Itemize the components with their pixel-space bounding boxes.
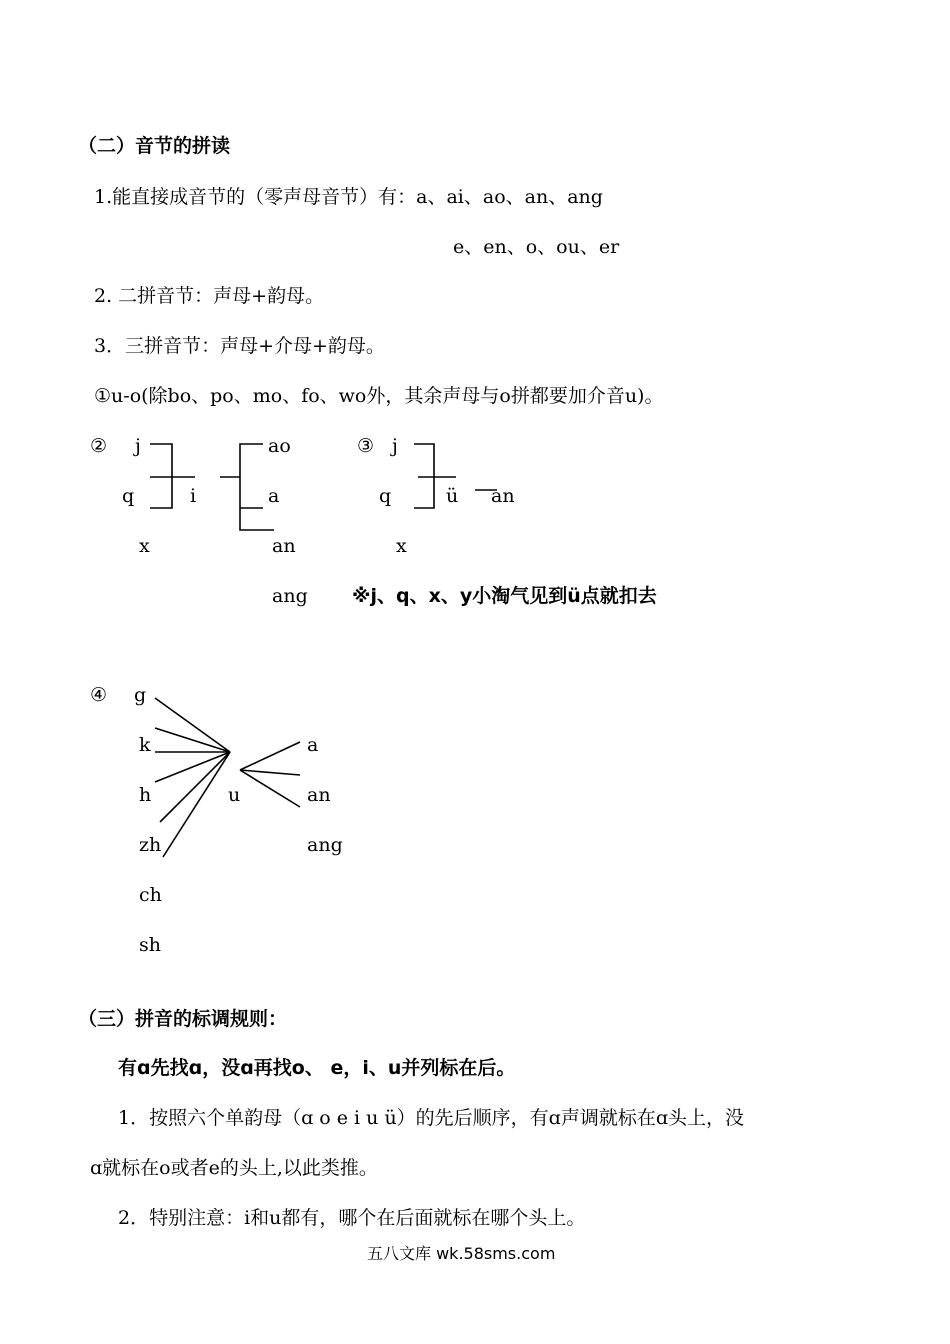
diagram4-line-k [155,728,230,752]
diagram4-final: an [307,784,331,806]
diagram4-line-h [155,752,230,782]
section-heading: （二）音节的拼读 [78,135,231,157]
diagram4-final: ang [307,834,343,856]
diagram4-initial: zh [139,834,162,856]
paragraph-three-part: 3．三拼音节：声母+介母+韵母。 [94,335,385,357]
tone-rule-1: 1．按照六个单韵母（ɑ o e i u ü）的先后顺序，有ɑ声调就标在ɑ头上，没 [118,1107,745,1129]
diagram2-initial: x [139,535,150,557]
diagram2-number: ② [90,435,108,457]
footer-watermark: 五八文库 wk.58sms.com [367,1244,556,1263]
diagram4-line-g [155,698,230,752]
diagram3-final: an [491,485,515,507]
diagram2-final: ao [268,435,291,457]
diagram2-finals-bracket [240,444,274,530]
diagram4-line-zh [160,752,230,822]
rule-u-o: ①u-o(除bo、po、mo、fo、wo外，其余声母与o拼都要加介音u)。 [94,385,664,407]
paragraph-zero-initial: 1.能直接成音节的（零声母音节）有：a、ai、ao、an、ang [94,186,603,208]
diagram4-final: a [307,734,319,756]
diagram2-final: a [268,485,280,507]
paragraph-two-part: 2. 二拼音节：声母+韵母。 [94,285,325,307]
diagram4-initial: h [139,784,152,806]
diagram4-line-ang [240,770,300,807]
diagram2-final: ang [272,585,308,607]
tone-rule-1-cont: ɑ就标在o或者e的头上,以此类推。 [90,1157,378,1179]
section-heading: （三）拼音的标调规则： [78,1008,288,1030]
tone-rhyme: 有ɑ先找ɑ，没ɑ再找o、 e，i、u并列标在后。 [118,1057,516,1079]
diagram4-initial: ch [139,884,162,906]
diagram3-initials-bracket [414,444,434,508]
diagram4-initial: k [139,734,151,756]
diagram2-medial: i [190,485,197,507]
diagram2-initials-bracket [150,444,172,508]
diagram4-line-ch [163,752,230,857]
diagram3-medial: ü [446,485,459,507]
diagram4-initial: g [134,684,147,706]
diagram3-initial: x [396,535,407,557]
diagram4-number: ④ [90,684,108,706]
paragraph-zero-initial-cont: e、en、o、ou、er [453,236,620,258]
diagram2-initial: j [135,435,141,457]
diagram4-line-a [240,742,300,770]
mnemonic-note: ※j、q、x、y小淘气见到ü点就扣去 [352,585,657,607]
diagram4-initial: sh [139,934,161,956]
diagram3-initial: q [379,485,392,507]
diagram4-line-an [240,770,300,775]
diagram3-number: ③ [357,435,375,457]
tone-rule-2: 2．特别注意：i和u都有，哪个在后面就标在哪个头上。 [118,1207,586,1229]
diagram2-initial: q [122,485,135,507]
diagram4-medial: u [228,784,241,806]
diagram3-initial: j [392,435,398,457]
diagram2-final: an [272,535,296,557]
